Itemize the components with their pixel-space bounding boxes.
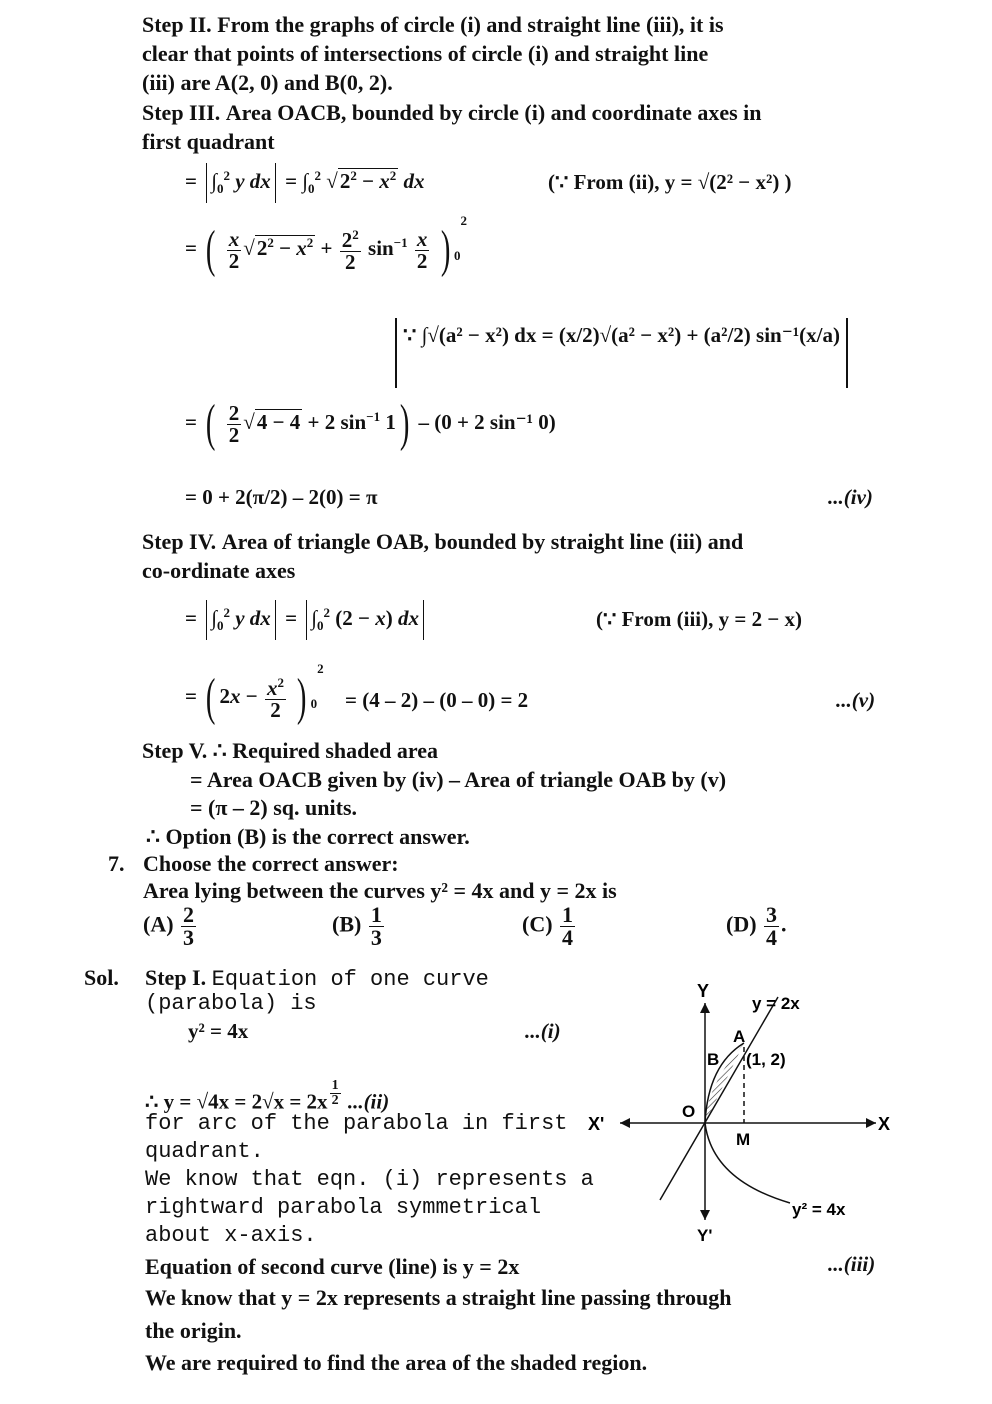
point-a-label: A	[733, 1027, 746, 1046]
sol-tag-i: ...(i)	[525, 1019, 561, 1043]
sol-line4: quadrant.	[145, 1139, 264, 1164]
step3-line1	[142, 98, 762, 127]
q7-option-a-den: 3	[183, 925, 195, 950]
step5-line3: = (π – 2) sq. units.	[190, 795, 358, 820]
q7-option-d[interactable]: (D) $\frac{3}{4}$ .	[726, 902, 787, 950]
q7-option-b-den: 3	[370, 925, 382, 950]
q7-option-b-num: 1	[370, 902, 382, 927]
line-label: y = 2x	[752, 994, 800, 1013]
sol-step1: Step I.	[145, 965, 207, 990]
sol-eq-ii: ∴ y = √4x = 2√x = 2x $^{\frac{1}{2}}$ ...(ii)	[145, 1078, 390, 1114]
q7-option-b[interactable]	[332, 904, 386, 949]
step3-line2: first quadrant	[142, 129, 275, 154]
step4-eq2-tail: = (4 – 2) – (0 – 0) = 2	[345, 688, 529, 712]
step3-text1: Area OACB, bounded by circle (i) and coordinate axes in	[225, 100, 762, 125]
x-label: X	[878, 1114, 891, 1134]
sol-tag-iii: ...(iii)	[828, 1252, 876, 1276]
step4-text1: Area of triangle OAB, bounded by straight line (iii) and	[221, 529, 744, 554]
y-label: Y	[697, 981, 710, 1001]
step3-label: Step III.	[142, 100, 221, 125]
sol-line11: We are required to find the area of the shaded region.	[145, 1350, 648, 1375]
step4-eq2: = ( 2x − $\frac{x^2}{2}$ ) $_0^2$	[185, 660, 324, 726]
sol-line10: the origin.	[145, 1318, 242, 1343]
sol-label: Sol.	[84, 965, 119, 990]
sol-eq-i: y² = 4x	[188, 1019, 249, 1043]
x-neg-label: X'	[588, 1114, 605, 1134]
sol-eq-ii-text: ∴ y = √4x = 2√x = 2x	[145, 1089, 328, 1114]
sol-line9: We know that y = 2x represents a straight line passing through	[145, 1285, 732, 1310]
step4-line2: co-ordinate axes	[142, 558, 296, 583]
step3-tag: ...(iv)	[828, 485, 873, 509]
q7-option-a[interactable]	[143, 904, 198, 949]
q7-number: 7.	[108, 851, 125, 876]
step3-formula: ∵ ∫√(a² − x²) dx = (x/2)√(a² − x²) + (a²/2) sin⁻¹(x/a)	[395, 318, 848, 388]
sol-line1	[145, 963, 489, 994]
step3-eq3-tail: – (0 + 2 sin⁻¹ 0)	[418, 409, 556, 434]
q7-option-a-num: 2	[183, 902, 195, 927]
sol-line8: Equation of second curve (line) is y = 2x	[145, 1254, 520, 1279]
step3-eq1: = $\int_0^2$ y dx = $\int_0^2$ $√2^2 - x^2$ dx	[185, 163, 425, 203]
step2-line3: (iii) are A(2, 0) and B(0, 2).	[142, 70, 393, 95]
step2-line1	[142, 10, 724, 39]
q7-option-a-label: (A)	[143, 911, 174, 937]
step3-eq2: = ( $\frac{x}{2}$ $√2^2 - x^2$ + $\frac{2^2}{2}$ $\sin^{-1}$ $\frac{x}{2}$ ) $_0^2$	[185, 212, 467, 278]
origin-label: O	[682, 1102, 696, 1121]
step2-text1: From the graphs of circle (i) and straight line (iii), it is	[217, 12, 724, 37]
point-a-coords: (1, 2)	[746, 1050, 786, 1069]
q7-option-d-num: 3	[766, 902, 778, 927]
graph-figure	[580, 975, 900, 1250]
step3-eq1-note: (∵ From (ii), y = √(2² − x²) )	[548, 170, 792, 194]
q7-option-c-num: 1	[562, 902, 574, 927]
step4-label: Step IV.	[142, 529, 217, 554]
step2-line2: clear that points of intersections of circle (i) and straight line	[142, 41, 709, 66]
step5-line2: = Area OACB given by (iv) – Area of triangle OAB by (v)	[190, 767, 727, 792]
step4-eq1-note: (∵ From (iii), y = 2 − x)	[596, 607, 803, 631]
q7-option-d-label: (D)	[726, 911, 757, 937]
q7-option-c[interactable]	[522, 904, 577, 949]
sol-line2: (parabola) is	[145, 991, 317, 1016]
line-y-2x	[660, 997, 778, 1200]
step5-label: Step V.	[142, 738, 208, 763]
sol-text1: Equation of one curve	[211, 967, 489, 992]
sol-line6: rightward parabola symmetrical	[145, 1195, 542, 1220]
step4-line1	[142, 527, 743, 556]
step3-eq4: = 0 + 2(π/2) – 2(0) = π	[185, 485, 378, 509]
q7-option-c-den: 4	[562, 925, 574, 950]
y-neg-label: Y'	[697, 1226, 713, 1245]
x-neg-arrow	[620, 1118, 630, 1128]
sol-line5: We know that eqn. (i) represents a	[145, 1167, 594, 1192]
step4-tag: ...(v)	[836, 688, 876, 712]
step5-line1	[142, 736, 438, 765]
sol-tag-ii: ...(ii)	[347, 1089, 390, 1114]
point-b-label: B	[707, 1050, 720, 1069]
q7-heading: Choose the correct answer:	[143, 851, 399, 876]
sol-line7: about x-axis.	[145, 1223, 317, 1248]
step2-label: Step II.	[142, 12, 212, 37]
curve-label: y² = 4x	[792, 1200, 846, 1219]
y-pos-arrow	[700, 1003, 710, 1013]
step5-text1: ∴ Required shaded area	[212, 738, 438, 763]
y-neg-arrow	[700, 1210, 710, 1220]
q7-question: Area lying between the curves y² = 4x and y = 2x is	[143, 878, 617, 903]
sol-line3: for arc of the parabola in first	[145, 1111, 568, 1136]
step3-eq3: = ( $\frac{2}{2}$ √4 − 4 + 2 $\sin^{-1} 1) - (0 + 2$ sin⁻¹ 0)	[185, 395, 556, 452]
step4-eq1: = $\int_0^2$ y dx = $\int_0^2$ (2 − x) dx	[185, 600, 428, 640]
q7-option-d-den: 4	[766, 925, 778, 950]
q7-option-b-label: (B)	[332, 911, 362, 937]
step5-answer: ∴ Option (B) is the correct answer.	[146, 824, 470, 849]
point-m-label: M	[736, 1130, 751, 1149]
x-pos-arrow	[866, 1118, 876, 1128]
q7-option-c-label: (C)	[522, 911, 553, 937]
